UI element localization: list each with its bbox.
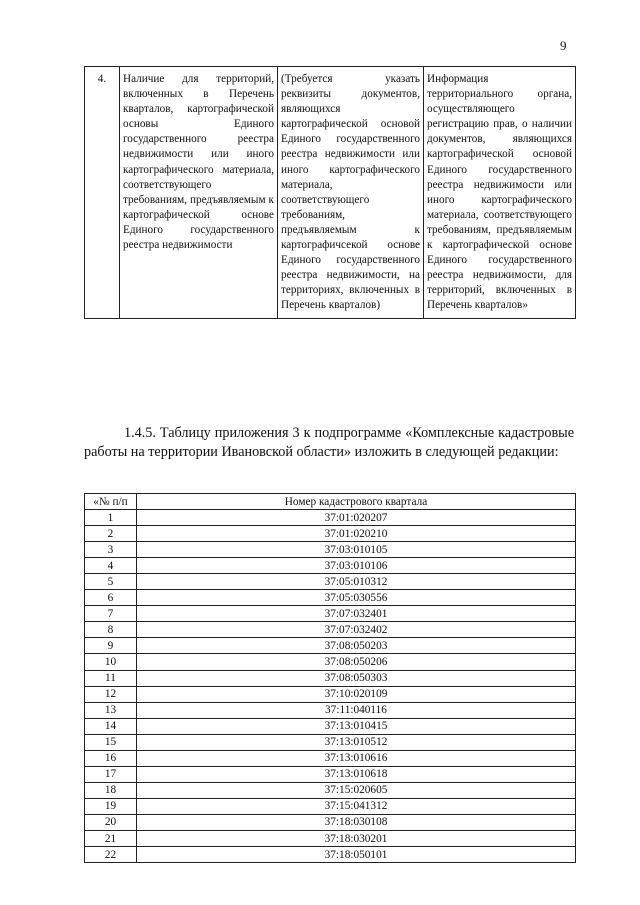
cadastral-number: 37:15:020605 [137, 782, 576, 798]
row-number: 9 [85, 638, 137, 654]
cadastral-number: 37:03:010105 [137, 542, 576, 558]
cadastral-quarters-table [84, 493, 576, 863]
page-number: 9 [560, 38, 567, 53]
table-row [85, 67, 576, 319]
cadastral-number: 37:08:050303 [137, 670, 576, 686]
table-row [85, 638, 576, 654]
row-number: 22 [85, 847, 137, 863]
header-quarter: Номер кадастрового квартала [137, 494, 576, 510]
row-number: 10 [85, 654, 137, 670]
cadastral-number: 37:05:010312 [137, 574, 576, 590]
cadastral-number: 37:01:020210 [137, 526, 576, 542]
row-number: 3 [85, 542, 137, 558]
row-number: 11 [85, 670, 137, 686]
table-row [85, 670, 576, 686]
row-number: 6 [85, 590, 137, 606]
amendment-paragraph: 1.4.5. Таблицу приложения 3 к подпрограмме «Комплексные кадастровые работы на территории Ивановской области» изложить в следующей редакции: [84, 425, 574, 460]
table-row [85, 542, 576, 558]
table-row [85, 622, 576, 638]
table-row [85, 750, 576, 766]
table-row [85, 654, 576, 670]
registry-info: Информация территориального органа, осуществляющего регистрацию прав, о наличии документов, являющихся картографической основой Единого государственного реестра недвижимости или иного картографического материала, соответствующего требованиям, предъявляемым к картографической основе Единого государственного реестра недвижимости, для территорий, включенных в Перечень кварталов» [424, 67, 576, 319]
row-number: 4. [85, 67, 120, 319]
table-row [85, 574, 576, 590]
table-row [85, 590, 576, 606]
table-row [85, 702, 576, 718]
row-number: 1 [85, 510, 137, 526]
row-number: 20 [85, 814, 137, 830]
cadastral-number: 37:18:030201 [137, 830, 576, 846]
row-number: 5 [85, 574, 137, 590]
table-header-row [85, 494, 576, 510]
cadastral-number: 37:05:030556 [137, 590, 576, 606]
row-number: 8 [85, 622, 137, 638]
row-number: 18 [85, 782, 137, 798]
row-number: 19 [85, 798, 137, 814]
cadastral-number: 37:13:010618 [137, 766, 576, 782]
row-number: 2 [85, 526, 137, 542]
row-number: 17 [85, 766, 137, 782]
table-row [85, 606, 576, 622]
requirements-table [84, 66, 576, 319]
row-number: 7 [85, 606, 137, 622]
table-row [85, 510, 576, 526]
row-number: 16 [85, 750, 137, 766]
cadastral-number: 37:07:032402 [137, 622, 576, 638]
table-row [85, 558, 576, 574]
row-number: 14 [85, 718, 137, 734]
table-row [85, 686, 576, 702]
required-details: (Требуется указать реквизиты документов, являющихся картографической основой Единого государственного реестра недвижимости или иного картографического материала, соответствующего требованиям, предъявляемым к картографичсекой основе Единого государственного реестра недвижимости, на территориях, включенных в Перечень кварталов) [278, 67, 424, 319]
table-row [85, 526, 576, 542]
table-body [85, 510, 576, 863]
cadastral-number: 37:13:010616 [137, 750, 576, 766]
cadastral-number: 37:08:050206 [137, 654, 576, 670]
table-row [85, 782, 576, 798]
cadastral-number: 37:03:010106 [137, 558, 576, 574]
row-number: 15 [85, 734, 137, 750]
cadastral-number: 37:07:032401 [137, 606, 576, 622]
cadastral-number: 37:10:020109 [137, 686, 576, 702]
table-row [85, 766, 576, 782]
cadastral-number: 37:18:030108 [137, 814, 576, 830]
table-row [85, 734, 576, 750]
table-row [85, 847, 576, 863]
requirement-description: Наличие для территорий, включенных в Перечень кварталов, картографической основы Единого государственного реестра недвижимости или иного картографического материала, соответствующего требованиям, предъявляемым к картографической основе Единого государственного реестра недвижимости [120, 67, 278, 319]
cadastral-number: 37:11:040116 [137, 702, 576, 718]
row-number: 13 [85, 702, 137, 718]
header-number: «№ п/п [85, 494, 137, 510]
cadastral-number: 37:13:010415 [137, 718, 576, 734]
table-row [85, 830, 576, 846]
row-number: 21 [85, 830, 137, 846]
cadastral-number: 37:08:050203 [137, 638, 576, 654]
table-row [85, 814, 576, 830]
table-row [85, 798, 576, 814]
cadastral-number: 37:13:010512 [137, 734, 576, 750]
row-number: 12 [85, 686, 137, 702]
table-row [85, 718, 576, 734]
cadastral-number: 37:18:050101 [137, 847, 576, 863]
cadastral-number: 37:01:020207 [137, 510, 576, 526]
row-number: 4 [85, 558, 137, 574]
cadastral-number: 37:15:041312 [137, 798, 576, 814]
